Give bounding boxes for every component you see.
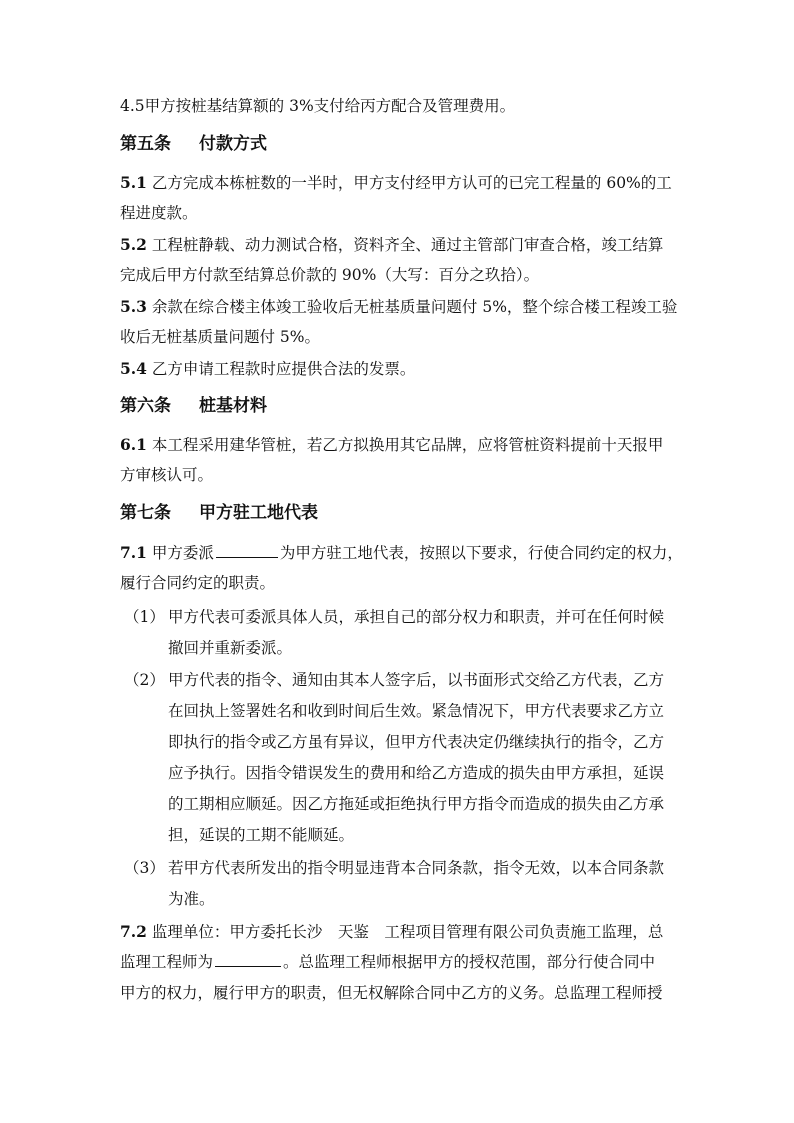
clause-text: 甲方委派 xyxy=(151,544,214,562)
clause-number: 5.2 xyxy=(120,235,147,254)
item-2-number: （2） xyxy=(124,671,165,689)
clause-text: 监理单位：甲方委托长沙 天鉴 工程项目管理有限公司负责施工监理，总 xyxy=(151,923,664,941)
clause-6-1-line1 xyxy=(120,429,690,461)
clause-text: 工程桩静载、动力测试合格，资料齐全、通过主管部门审查合格，竣工结算 xyxy=(151,236,664,254)
clause-text: 甲方按桩基结算额的 3%支付给丙方配合及管理费用。 xyxy=(144,97,516,115)
article-label: 第七条 xyxy=(120,503,171,523)
item-3-line: 若甲方代表所发出的指令明显违背本合同条款，指令无效，以本合同条款 xyxy=(168,859,665,877)
clause-5-2-line1 xyxy=(120,229,690,261)
article-5-heading xyxy=(120,129,267,160)
clause-text: 乙方申请工程款时应提供合法的发票。 xyxy=(151,360,416,378)
clause-7-2-line3: 甲方的权力，履行甲方的职责，但无权解除合同中乙方的义务。总监理工程师授 xyxy=(120,984,663,1002)
item-2-line: 在回执上签署姓名和收到时间后生效。紧急情况下，甲方代表要求乙方立 xyxy=(168,702,665,720)
representative-blank-field[interactable] xyxy=(216,541,278,558)
clause-5-1-line2: 程进度款。 xyxy=(120,204,198,222)
clause-number: 7.2 xyxy=(120,922,147,941)
item-1-line: 甲方代表可委派具体人员，承担自己的部分权力和职责，并可在任何时候 xyxy=(168,608,665,626)
item-1-line: 撤回并重新委派。 xyxy=(168,639,293,657)
article-title: 桩基材料 xyxy=(199,396,267,416)
clause-5-1-line1 xyxy=(120,167,690,199)
clause-5-3-line2: 收后无桩基质量问题付 5%。 xyxy=(120,328,321,346)
article-title: 付款方式 xyxy=(199,134,267,154)
clause-text: 本工程采用建华管桩，若乙方拟换用其它品牌，应将管桩资料提前十天报甲 xyxy=(151,436,664,454)
clause-7-2-line2 xyxy=(120,947,690,978)
clause-text: 为甲方驻工地代表，按照以下要求，行使合同约定的权力， xyxy=(279,544,683,562)
chief-supervisor-blank-field[interactable] xyxy=(215,950,281,967)
clause-number: 6.1 xyxy=(120,435,147,454)
clause-number: 4.5 xyxy=(120,97,145,115)
clause-number: 5.3 xyxy=(120,297,147,316)
clause-number: 7.1 xyxy=(120,543,147,562)
item-3-line: 为准。 xyxy=(168,890,215,908)
clause-4-5 xyxy=(120,91,690,122)
item-2-line: 担，延误的工期不能顺延。 xyxy=(168,826,355,844)
article-label: 第五条 xyxy=(120,134,171,154)
clause-7-1-line1 xyxy=(120,537,690,569)
item-2-line: 即执行的指令或乙方虽有异议，但甲方代表决定仍继续执行的指令，乙方 xyxy=(168,733,665,751)
item-2-line: 应予执行。因指令错误发生的费用和给乙方造成的损失由甲方承担，延误 xyxy=(168,764,665,782)
item-2-line: 的工期相应顺延。因乙方拖延或拒绝执行甲方指令而造成的损失由乙方承 xyxy=(168,795,665,813)
clause-5-3-line1 xyxy=(120,291,690,323)
clause-text: 余款在综合楼主体竣工验收后无桩基质量问题付 5%，整个综合楼工程竣工验 xyxy=(151,298,678,316)
clause-7-2-line1 xyxy=(120,916,690,948)
item-3-number: （3） xyxy=(124,859,165,877)
clause-text: 监理工程师为 xyxy=(120,953,214,971)
article-title: 甲方驻工地代表 xyxy=(199,503,318,523)
article-6-heading xyxy=(120,391,267,422)
item-2-line: 甲方代表的指令、通知由其本人签字后，以书面形式交给乙方代表，乙方 xyxy=(168,671,665,689)
article-7-heading xyxy=(120,498,318,529)
clause-number: 5.4 xyxy=(120,359,147,378)
clause-text: 乙方完成本栋桩数的一半时，甲方支付经甲方认可的已完工程量的 60%的工 xyxy=(151,174,672,192)
clause-number: 5.1 xyxy=(120,173,147,192)
article-label: 第六条 xyxy=(120,396,171,416)
clause-text: 。总监理工程师根据甲方的授权范围，部分行使合同中 xyxy=(283,953,656,971)
clause-7-1-line2: 履行合同约定的职责。 xyxy=(120,574,276,592)
clause-5-4 xyxy=(120,353,690,385)
item-1-number: （1） xyxy=(124,608,165,626)
clause-5-2-line2: 完成后甲方付款至结算总价款的 90%（大写：百分之玖拾）。 xyxy=(120,266,540,284)
clause-6-1-line2: 方审核认可。 xyxy=(120,466,214,484)
